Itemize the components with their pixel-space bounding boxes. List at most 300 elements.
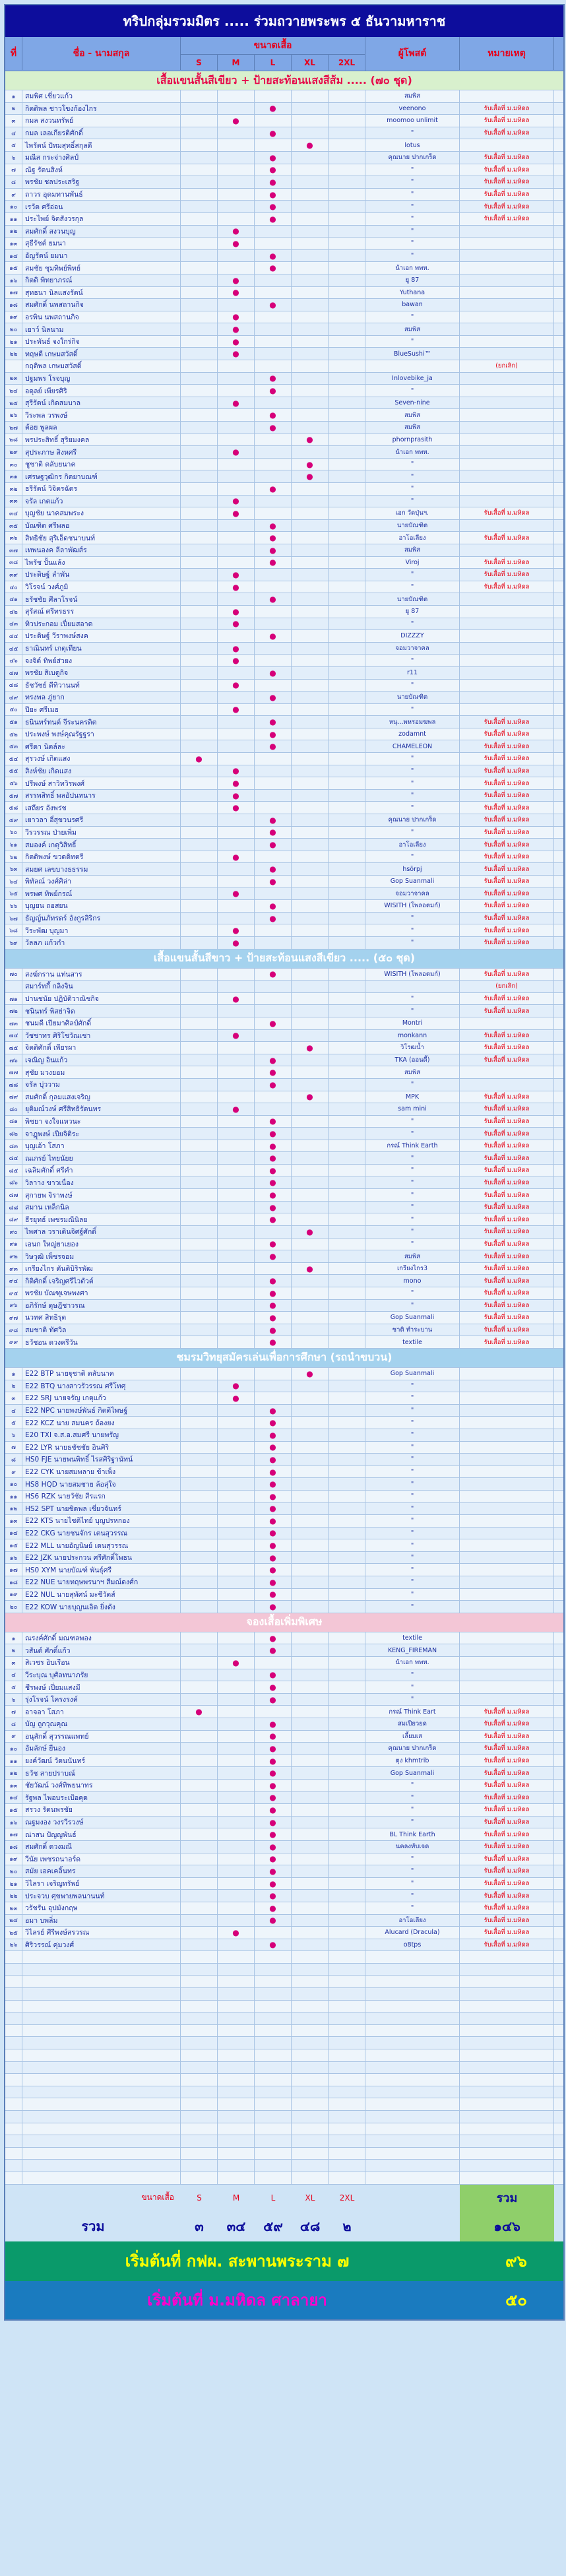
section-header: เสื้อแขนสั้นสีเขียว + ป้ายสะท้อนแสงสีส้ม ..... (๗๐ ชุด) <box>5 71 563 90</box>
size-mark <box>329 1539 365 1551</box>
row-number <box>5 2148 22 2160</box>
size-mark-dot: ● <box>255 1853 292 1865</box>
size-mark <box>255 618 292 630</box>
size-mark <box>329 323 365 335</box>
row-number: ๙๐ <box>5 1226 22 1238</box>
table-row <box>5 1976 563 1988</box>
row-note: รับเสื้อที่ ม.มหิดล <box>460 1755 554 1767</box>
row-number <box>5 2172 22 2184</box>
row-name: เศรษฐวุฒิกร กิตยาบณฑ์ <box>22 470 181 482</box>
size-mark <box>255 2086 292 2098</box>
row-number: ๓๒ <box>5 483 22 495</box>
size-mark <box>292 360 329 372</box>
table-row <box>5 201 563 213</box>
row-number: ๙๙ <box>5 1336 22 1348</box>
row-poster: " <box>365 1694 460 1706</box>
row-number: ๕๖ <box>5 777 22 789</box>
size-mark-dot: ● <box>255 1202 292 1213</box>
size-mark <box>181 1644 218 1656</box>
row-number: ๘๓ <box>5 1140 22 1152</box>
table-row <box>5 127 563 140</box>
size-mark <box>255 238 292 249</box>
row-name: สมองค์ เกตุวิสิทธิ์ <box>22 839 181 851</box>
row-name: พรชัย ชลประเสริฐ <box>22 176 181 188</box>
row-note <box>460 1976 554 1987</box>
row-note: รับเสื้อที่ ม.มหิดล <box>460 557 554 569</box>
size-mark <box>329 422 365 434</box>
row-name: E22 KOW นายบุญนเอิต ยิ่งดัง <box>22 1601 181 1613</box>
size-mark-dot: ● <box>255 1564 292 1576</box>
row-name <box>22 2160 181 2172</box>
size-mark-dot: ● <box>255 213 292 225</box>
size-mark <box>181 164 218 176</box>
row-poster: BL Think Earth <box>365 1828 460 1840</box>
row-number: ๖๕ <box>5 888 22 900</box>
row-name: เยาวลา อี่สุขวนรศรี <box>22 814 181 826</box>
size-mark <box>255 2012 292 2024</box>
table-row <box>5 1275 563 1287</box>
size-mark <box>218 1564 255 1576</box>
size-mark-dot: ● <box>255 1275 292 1287</box>
size-mark <box>292 1780 329 1791</box>
size-mark <box>255 924 292 936</box>
table-row <box>5 1250 563 1263</box>
size-mark <box>181 1657 218 1669</box>
size-mark <box>292 238 329 249</box>
size-mark <box>292 1503 329 1515</box>
size-mark-dot: ● <box>255 1116 292 1128</box>
row-name: วิไลรา เจริญทรัพย์ <box>22 1878 181 1890</box>
size-mark <box>292 2135 329 2147</box>
size-mark <box>292 1552 329 1564</box>
row-number: ๖๘ <box>5 924 22 936</box>
row-number: ๒๖ <box>5 1939 22 1951</box>
size-mark-dot: ● <box>255 1017 292 1029</box>
row-note: รับเสื้อที่ ม.มหิดล <box>460 1828 554 1840</box>
size-mark <box>292 692 329 703</box>
size-mark <box>329 618 365 630</box>
table-row <box>5 1263 563 1275</box>
size-mark <box>181 1140 218 1152</box>
row-number <box>5 1951 22 1963</box>
row-poster: คุณนาย ปากเกร็ด <box>365 814 460 826</box>
size-mark <box>181 1336 218 1348</box>
row-note: รับเสื้อที่ ม.มหิดล <box>460 189 554 201</box>
row-number: ๔๗ <box>5 667 22 679</box>
row-number: ๖๙ <box>5 937 22 949</box>
row-note: รับเสื้อที่ ม.มหิดล <box>460 924 554 936</box>
start-point-1 <box>5 2241 563 2281</box>
size-mark <box>292 2111 329 2123</box>
size-mark <box>218 1275 255 1287</box>
table-row <box>5 152 563 164</box>
size-mark <box>218 422 255 434</box>
row-number: ๑ <box>5 1368 22 1380</box>
size-mark <box>218 1429 255 1441</box>
row-name: สรรพสิทธิ์ พลอัปนทนาร <box>22 790 181 802</box>
row-note: รับเสื้อที่ ม.มหิดล <box>460 507 554 519</box>
row-number: ๑๗ <box>5 1828 22 1840</box>
size-mark-dot: ● <box>255 1878 292 1890</box>
size-mark <box>255 2148 292 2160</box>
row-poster: " <box>365 1478 460 1490</box>
size-mark-dot: ● <box>181 753 218 765</box>
size-mark <box>218 250 255 262</box>
row-poster: Viroj <box>365 557 460 569</box>
size-mark <box>329 630 365 642</box>
size-mark <box>255 336 292 348</box>
row-number: ๑๐ <box>5 1478 22 1490</box>
row-poster: น้าเอก พพท. <box>365 262 460 274</box>
size-mark <box>181 1853 218 1865</box>
row-name: บุญเอ้า โสภา <box>22 1140 181 1152</box>
row-note <box>460 655 554 666</box>
row-number <box>5 2098 22 2110</box>
table-row <box>5 1454 563 1466</box>
size-mark <box>292 1454 329 1465</box>
row-note: รับเสื้อที่ ม.มหิดล <box>460 1890 554 1902</box>
row-poster: " <box>365 127 460 139</box>
row-number: ๘๖ <box>5 1177 22 1189</box>
size-mark <box>181 593 218 605</box>
row-number: ๙๘ <box>5 1324 22 1336</box>
row-name: กมล เลอเกียรติศักดิ์ <box>22 127 181 139</box>
size-mark <box>255 1976 292 1987</box>
row-name: สิเวชร อิบเรือน <box>22 1657 181 1669</box>
row-poster: " <box>365 765 460 777</box>
size-mark <box>329 213 365 225</box>
row-poster: " <box>365 581 460 593</box>
row-number <box>5 2062 22 2074</box>
size-mark <box>255 1951 292 1963</box>
size-mark <box>292 937 329 949</box>
size-mark <box>181 311 218 323</box>
size-mark <box>329 1368 365 1380</box>
size-mark <box>181 557 218 569</box>
size-mark <box>292 827 329 839</box>
row-number: ๒๕ <box>5 1927 22 1939</box>
row-note: รับเสื้อที่ ม.มหิดล <box>460 1817 554 1828</box>
table-row <box>5 1804 563 1817</box>
row-poster: sam mini <box>365 1103 460 1115</box>
row-number: ๓๓ <box>5 496 22 507</box>
size-mark <box>255 397 292 409</box>
size-mark-dot: ● <box>255 1515 292 1527</box>
size-mark <box>329 1552 365 1564</box>
size-mark <box>292 900 329 912</box>
row-poster: " <box>365 1792 460 1804</box>
row-note <box>460 1417 554 1429</box>
row-poster <box>365 2123 460 2135</box>
size-mark <box>329 1964 365 1976</box>
size-mark <box>329 1755 365 1767</box>
row-poster: lotus <box>365 139 460 151</box>
size-mark <box>292 2123 329 2135</box>
size-mark <box>329 238 365 249</box>
size-mark <box>329 373 365 385</box>
size-mark <box>218 299 255 311</box>
row-number: ๑๙ <box>5 311 22 323</box>
size-mark <box>218 1239 255 1250</box>
row-name: จรัล บุ่ววาม <box>22 1079 181 1091</box>
size-mark-dot: ● <box>255 1177 292 1189</box>
row-number: ๑๖ <box>5 274 22 286</box>
table-row <box>5 827 563 839</box>
row-name: สิงห์ชัย เกิดแสง <box>22 765 181 777</box>
row-name: พรชัย บัณฑุเจษพงศา <box>22 1287 181 1299</box>
size-mark <box>292 1079 329 1091</box>
start-point-2-label: เริ่มต้นที่ ม.มหิดล ศาลายา <box>147 2291 327 2310</box>
size-mark <box>329 728 365 740</box>
table-row <box>5 2172 563 2185</box>
size-mark <box>329 1239 365 1250</box>
row-poster: moomoo unlimit <box>365 115 460 127</box>
row-number: ๗ <box>5 164 22 176</box>
row-number: ๗๙ <box>5 1091 22 1103</box>
size-mark <box>218 557 255 569</box>
row-poster: Montri <box>365 1017 460 1029</box>
size-mark <box>218 1202 255 1213</box>
row-note: รับเสื้อที่ ม.มหิดล <box>460 1780 554 1791</box>
row-note: รับเสื้อที่ ม.มหิดล <box>460 851 554 863</box>
size-mark-dot: ● <box>218 1103 255 1115</box>
size-mark <box>329 981 365 992</box>
row-number <box>5 2086 22 2098</box>
size-mark <box>329 888 365 900</box>
size-mark <box>218 1731 255 1743</box>
row-name: สิทธิชัย สุริเอ็ดชนาบนท์ <box>22 532 181 544</box>
row-name: บัณฑิต ศรีพลอ <box>22 520 181 532</box>
row-name: เยาว์ นิลนาม <box>22 323 181 335</box>
size-mark <box>329 1091 365 1103</box>
size-mark <box>218 2123 255 2135</box>
size-mark <box>255 1263 292 1275</box>
size-mark <box>329 1767 365 1779</box>
row-note: รับเสื้อที่ ม.มหิดล <box>460 581 554 593</box>
table-row <box>5 1116 563 1128</box>
size-mark <box>181 814 218 826</box>
size-mark <box>292 1128 329 1140</box>
row-number: ๒๐ <box>5 1865 22 1877</box>
row-number: ๗๕ <box>5 1042 22 1054</box>
size-mark <box>218 1165 255 1176</box>
row-poster: หนุ...พหรอมฆพล <box>365 716 460 728</box>
row-number: ๕๓ <box>5 740 22 752</box>
row-number: ๗ <box>5 1706 22 1718</box>
row-number: ๗๔ <box>5 1030 22 1042</box>
size-mark-dot: ● <box>255 1718 292 1730</box>
size-mark-dot: ● <box>218 765 255 777</box>
table-row <box>5 557 563 569</box>
row-name: ประไพย์ จิตสังวรกุล <box>22 213 181 225</box>
size-mark <box>329 1804 365 1816</box>
row-note: รับเสื้อที่ ม.มหิดล <box>460 1841 554 1853</box>
size-mark <box>181 1312 218 1324</box>
size-mark <box>292 1250 329 1262</box>
size-mark <box>292 2086 329 2098</box>
size-mark <box>329 1454 365 1465</box>
size-mark <box>181 1576 218 1588</box>
table-row <box>5 581 563 594</box>
row-number <box>5 2111 22 2123</box>
size-mark <box>181 1718 218 1730</box>
size-mark <box>292 1054 329 1066</box>
size-mark <box>181 1478 218 1490</box>
size-mark <box>218 1405 255 1417</box>
size-mark <box>292 2037 329 2049</box>
size-mark-dot: ● <box>292 434 329 446</box>
row-note: รับเสื้อที่ ม.มหิดล <box>460 1865 554 1877</box>
row-number: ๙๑ <box>5 1239 22 1250</box>
size-mark <box>218 2086 255 2098</box>
row-poster: เอก วัดปุ่นฯ. <box>365 507 460 519</box>
size-mark <box>218 1140 255 1152</box>
size-mark <box>329 839 365 851</box>
row-poster: " <box>365 802 460 814</box>
size-mark <box>255 1368 292 1380</box>
size-mark <box>181 716 218 728</box>
table-row <box>5 434 563 447</box>
row-note: รับเสื้อที่ ม.มหิดล <box>460 1226 554 1238</box>
row-note: รับเสื้อที่ ม.มหิดล <box>460 827 554 839</box>
size-mark-dot: ● <box>255 692 292 703</box>
row-poster: " <box>365 1213 460 1225</box>
table-row <box>5 496 563 508</box>
size-mark <box>218 152 255 164</box>
row-name: เทพนองค ลีลาพัฒส์ร <box>22 544 181 556</box>
size-mark <box>181 385 218 397</box>
row-note <box>460 1503 554 1515</box>
size-mark <box>292 262 329 274</box>
size-mark <box>181 2074 218 2086</box>
size-mark <box>218 1079 255 1091</box>
row-note: รับเสื้อที่ ม.มหิดล <box>460 532 554 544</box>
row-poster: " <box>365 213 460 225</box>
size-mark-dot: ● <box>255 557 292 569</box>
row-note <box>460 1429 554 1441</box>
row-number: ๙ <box>5 1466 22 1478</box>
size-mark <box>218 360 255 372</box>
size-mark <box>292 606 329 618</box>
size-mark <box>181 1601 218 1613</box>
row-name <box>22 2062 181 2074</box>
size-mark <box>181 176 218 188</box>
row-poster: " <box>365 569 460 581</box>
size-mark <box>292 981 329 992</box>
row-number: ๑๖ <box>5 1817 22 1828</box>
row-name: ชูชาติ ตลับยนาค <box>22 459 181 470</box>
size-mark <box>218 1368 255 1380</box>
table-row <box>5 2098 563 2111</box>
size-mark <box>181 876 218 887</box>
size-mark <box>329 1213 365 1225</box>
size-mark <box>218 863 255 875</box>
header-by: ผู้โพสต์ <box>365 37 460 70</box>
row-note: รับเสื้อที่ ม.มหิดล <box>460 1263 554 1275</box>
row-note <box>460 262 554 274</box>
size-mark <box>218 2135 255 2147</box>
row-poster: " <box>365 1589 460 1601</box>
row-name: กิติศักดิ์ เจริญศรีไวตัวต์ <box>22 1275 181 1287</box>
table-row <box>5 1718 563 1731</box>
size-mark <box>329 569 365 581</box>
row-note <box>460 1066 554 1078</box>
row-name <box>22 2086 181 2098</box>
row-number: ๑๔ <box>5 1792 22 1804</box>
size-mark <box>329 1226 365 1238</box>
size-mark <box>181 581 218 593</box>
table-row <box>5 2111 563 2123</box>
table-row <box>5 704 563 717</box>
row-poster: " <box>365 1865 460 1877</box>
size-mark <box>255 2037 292 2049</box>
size-mark <box>218 1951 255 1963</box>
row-note <box>460 1644 554 1656</box>
summary-sizes-row <box>5 2185 563 2211</box>
row-number: ๓๔ <box>5 507 22 519</box>
row-poster: ตุง khmtrib <box>365 1755 460 1767</box>
size-mark <box>292 814 329 826</box>
size-mark <box>255 311 292 323</box>
row-poster: อาโอเลียง <box>365 1915 460 1927</box>
size-mark <box>292 311 329 323</box>
row-poster: " <box>365 1804 460 1816</box>
size-mark-dot: ● <box>292 139 329 151</box>
row-name: E20 TXI จ.ส.อ.สมศรี นายพรัญ <box>22 1429 181 1441</box>
size-mark <box>181 1951 218 1963</box>
row-name: สมัย เอคเคลิ้นทร <box>22 1865 181 1877</box>
row-note: รับเสื้อที่ ม.มหิดล <box>460 1128 554 1140</box>
size-mark <box>292 115 329 127</box>
summary-total-value: ๑๔๖ <box>460 2211 554 2241</box>
size-mark <box>218 1939 255 1951</box>
size-mark <box>292 1103 329 1115</box>
row-note <box>460 373 554 385</box>
size-mark-dot: ● <box>181 1706 218 1718</box>
row-note <box>460 422 554 434</box>
size-mark <box>255 1706 292 1718</box>
size-mark <box>181 802 218 814</box>
size-mark <box>329 704 365 716</box>
table-row <box>5 1552 563 1564</box>
row-poster: " <box>365 385 460 397</box>
row-note: รับเสื้อที่ ม.มหิดล <box>460 1336 554 1348</box>
row-note: รับเสื้อที่ ม.มหิดล <box>460 993 554 1005</box>
row-number: ๕๒ <box>5 728 22 740</box>
size-mark <box>181 360 218 372</box>
size-mark-dot: ● <box>255 1466 292 1478</box>
row-number: ๓๗ <box>5 544 22 556</box>
size-mark <box>292 2049 329 2061</box>
row-name <box>22 2098 181 2110</box>
row-number: ๑ <box>5 1632 22 1644</box>
row-note: รับเสื้อที่ ม.มหิดล <box>460 1718 554 1730</box>
size-mark <box>181 1116 218 1128</box>
size-mark <box>181 1392 218 1404</box>
size-mark <box>218 1539 255 1551</box>
table-row <box>5 1287 563 1300</box>
size-mark <box>218 1312 255 1324</box>
row-number: ๔๓ <box>5 618 22 630</box>
row-number: ๙ <box>5 189 22 201</box>
row-name: สมาน เหล็กนิล <box>22 1202 181 1213</box>
row-poster: " <box>365 189 460 201</box>
row-name: สมชาติ ทัศวิล <box>22 1324 181 1336</box>
row-number <box>5 2012 22 2024</box>
row-poster: ยู 87 <box>365 606 460 618</box>
size-mark <box>181 1589 218 1601</box>
row-poster: " <box>365 851 460 863</box>
